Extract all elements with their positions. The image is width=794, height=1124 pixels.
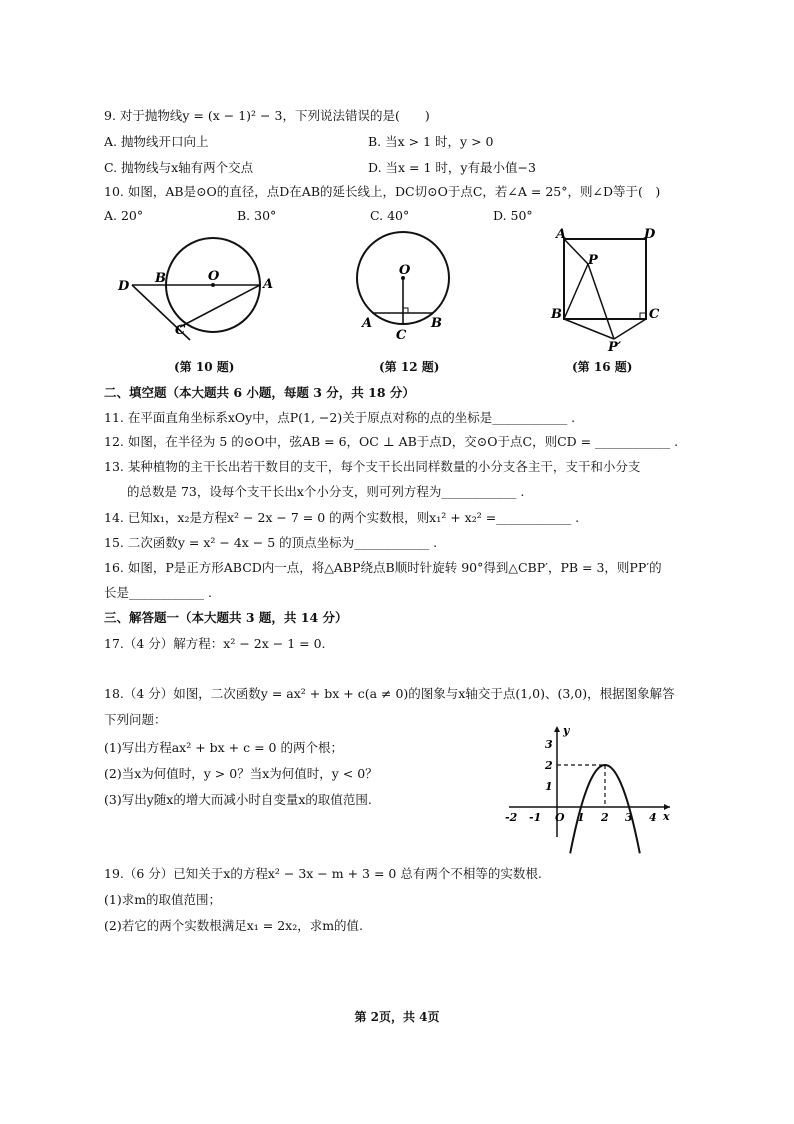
q9-option-d: D. 当x = 1 时，y有最小值−3 [368, 160, 536, 175]
q16-line2: 长是____________ . [104, 585, 212, 600]
figure-10 [110, 230, 280, 345]
graph-x-tick-label: 4 [649, 811, 657, 824]
q10-option-c: C. 40° [370, 208, 410, 223]
graph-x-tick-label: O [555, 811, 565, 824]
fig12-label-c: C [396, 328, 407, 343]
q13-line2: 的总数是 73，设每个支干长出x个小分支，则可列方程为____________ . [127, 484, 525, 499]
q19-part1: (1)求m的取值范围； [104, 892, 222, 907]
q18-part2: (2)当x为何值时，y > 0？当x为何值时，y < 0？ [104, 766, 378, 781]
parabola-curve [570, 765, 640, 853]
graph-y-tick-label: 1 [545, 780, 553, 793]
fig16-label-p: P [588, 253, 598, 268]
figure-16 [548, 226, 663, 355]
fig10-label-c: C [175, 323, 186, 338]
figure-12-caption: (第 12 题) [379, 360, 440, 374]
q16-line1: 16. 如图，P是正方形ABCD内一点，将△ABP绕点B顺时针旋转 90°得到△CBP′，PB = 3，则PP′的 [104, 560, 662, 575]
fig12-label-o: O [399, 263, 411, 278]
q9-option-b: B. 当x > 1 时，y > 0 [368, 134, 494, 149]
fig10-label-o: O [208, 269, 220, 284]
q9-option-c: C. 抛物线与x轴有两个交点 [104, 160, 254, 175]
graph-y-tick-label: 2 [545, 759, 553, 772]
q17: 17.（4 分）解方程：x² − 2x − 1 = 0. [104, 636, 326, 651]
fig10-label-a: A [263, 277, 274, 292]
q19-part2: (2)若它的两个实数根满足x₁ = 2x₂，求m的值. [104, 918, 364, 933]
fig16-label-p-prime: P′ [608, 340, 622, 355]
fig10-label-b: B [155, 271, 166, 286]
graph-x-tick-label: 1 [577, 811, 585, 824]
section-3-title: 三、解答题一（本大题共 3 题，共 14 分） [104, 610, 348, 625]
q10-option-d: D. 50° [493, 208, 533, 223]
q18-parabola-graph [505, 722, 675, 842]
q13-line1: 13. 某种植物的主干长出若干数目的支干，每个支干长出同样数量的小分支各主干，支干和小分支 [104, 459, 641, 474]
graph-x-tick-label: -1 [529, 811, 542, 824]
fig16-label-c: C [649, 307, 660, 322]
graph-y-axis-label: y [563, 724, 570, 737]
graph-x-tick-label: 2 [601, 811, 609, 824]
figure-12 [355, 232, 455, 342]
q10-stem: 10. 如图，AB是⊙O的直径，点D在AB的延长线上，DC切⊙O于点C，若∠A = 25°，则∠D等于( ) [104, 184, 661, 199]
graph-y-tick-label: 3 [545, 738, 553, 751]
graph-x-tick-label: 3 [625, 811, 633, 824]
fig12-label-a: A [362, 316, 373, 331]
fig16-label-d: D [644, 227, 656, 242]
fig10-label-d: D [118, 279, 130, 294]
q14: 14. 已知x₁，x₂是方程x² − 2x − 7 = 0 的两个实数根，则x₁² + x₂² =____________ . [104, 510, 580, 525]
q18-part1: (1)写出方程ax² + bx + c = 0 的两个根； [104, 740, 343, 755]
fig16-label-a: A [556, 227, 567, 242]
q11: 11. 在平面直角坐标系xOy中，点P(1, −2)关于原点对称的点的坐标是____________ . [104, 410, 576, 425]
q15: 15. 二次函数y = x² − 4x − 5 的顶点坐标为____________ . [104, 535, 438, 550]
q10-option-a: A. 20° [104, 208, 144, 223]
q9-stem: 9. 对于抛物线y = (x − 1)² − 3，下列说法错误的是( ) [104, 108, 430, 123]
section-2-title: 二、填空题（本大题共 6 小题，每题 3 分，共 18 分） [104, 385, 415, 400]
q18-line1: 18.（4 分）如图，二次函数y = ax² + bx + c(a ≠ 0)的图象与x轴交于点(1,0)、(3,0)，根据图象解答 [104, 686, 675, 701]
q12: 12. 如图，在半径为 5 的⊙O中，弦AB = 6，OC ⊥ AB于点D，交⊙O于点C，则CD = ____________ . [104, 434, 679, 449]
fig12-label-b: B [431, 316, 442, 331]
q18-line2: 下列问题： [104, 712, 167, 727]
page-footer: 第 2页，共 4页 [354, 1010, 440, 1024]
q9-option-a: A. 抛物线开口向上 [104, 134, 209, 149]
figure-10-caption: (第 10 题) [174, 360, 235, 374]
fig16-label-b: B [551, 307, 562, 322]
q19-line1: 19.（6 分）已知关于x的方程x² − 3x − m + 3 = 0 总有两个不相等的实数根. [104, 866, 542, 881]
graph-x-tick-label: -2 [505, 811, 518, 824]
figure-16-caption: (第 16 题) [572, 360, 633, 374]
graph-x-axis-label: x [663, 810, 670, 823]
q18-part3: (3)写出y随x的增大而减小时自变量x的取值范围. [104, 792, 372, 807]
q10-option-b: B. 30° [237, 208, 277, 223]
